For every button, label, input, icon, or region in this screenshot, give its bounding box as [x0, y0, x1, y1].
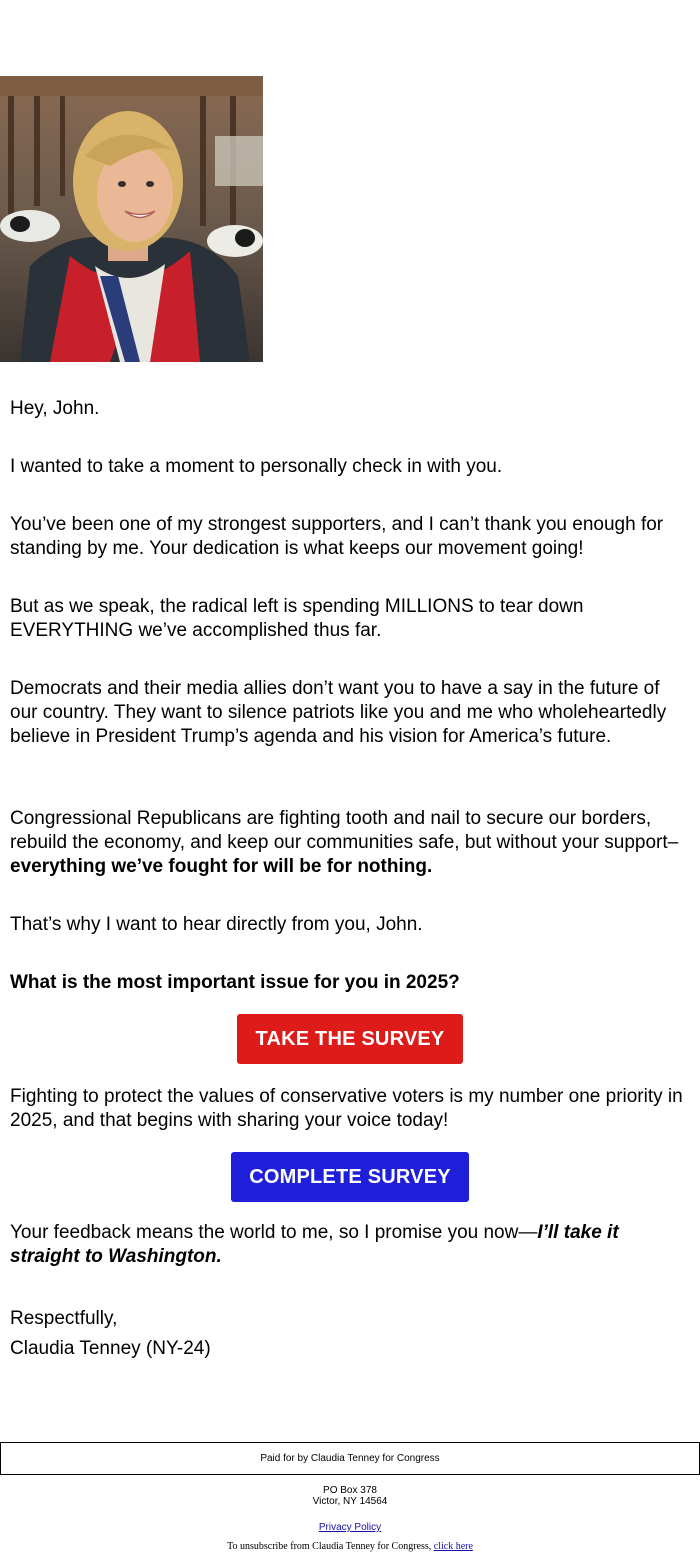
paragraph-priority: Fighting to protect the values of conservative voters is my number one priority in 2025, and that begins with sharing your voice today! [10, 1086, 683, 1131]
complete-survey-button[interactable]: COMPLETE SURVEY [231, 1152, 469, 1202]
paragraph-hear-from-you: That’s why I want to hear directly from you, John. [10, 914, 423, 935]
privacy-policy-link[interactable]: Privacy Policy [318, 1522, 382, 1533]
paragraph-republicans [10, 807, 690, 879]
greeting: Hey, John. [10, 398, 100, 419]
privacy-container [0, 1522, 700, 1533]
paragraph-feedback-text: Your feedback means the world to me, so I promise you now— [10, 1222, 538, 1243]
paragraph-republicans-emphasis: everything we’ve fought for will be for nothing. [10, 856, 433, 877]
unsubscribe-link[interactable]: click here [433, 1541, 473, 1552]
take-survey-button[interactable]: TAKE THE SURVEY [237, 1014, 463, 1064]
paragraph-check-in: I wanted to take a moment to personally check in with you. [10, 456, 503, 477]
survey-question: What is the most important issue for you in 2025? [10, 972, 460, 993]
paid-for-text: Paid for by Claudia Tenney for Congress [260, 1453, 440, 1464]
paragraph-radical-left: But as we speak, the radical left is spending MILLIONS to tear down EVERYTHING we’ve accomplished thus far. [10, 596, 584, 641]
paragraph-feedback [10, 1221, 690, 1269]
paragraph-democrats: Democrats and their media allies don’t want you to have a say in the future of our country. They want to silence patriots like you and me who wholeheartedly believe in President Trump’s agenda and his vision for America’s future. [10, 678, 667, 747]
address-line-2: Victor, NY 14564 [312, 1496, 388, 1507]
address-line-1: PO Box 378 [323, 1485, 377, 1496]
paragraph-feedback-emphasis: I’ll take it straight to Washington. [10, 1222, 619, 1267]
signature: Claudia Tenney (NY-24) [10, 1338, 211, 1359]
unsubscribe-line [0, 1541, 700, 1552]
paragraph-republicans-text: Congressional Republicans are fighting tooth and nail to secure our borders, rebuild the economy, and keep our communities safe, but without your support– [10, 808, 679, 853]
candidate-photo [0, 76, 263, 362]
paid-for-disclaimer [0, 1442, 700, 1475]
signoff: Respectfully, [10, 1308, 118, 1329]
unsubscribe-text: To unsubscribe from Claudia Tenney for Congress, [227, 1541, 434, 1552]
paragraph-supporters: You’ve been one of my strongest supporters, and I can’t thank you enough for standing by me. Your dedication is what keeps our movement going! [10, 514, 664, 559]
